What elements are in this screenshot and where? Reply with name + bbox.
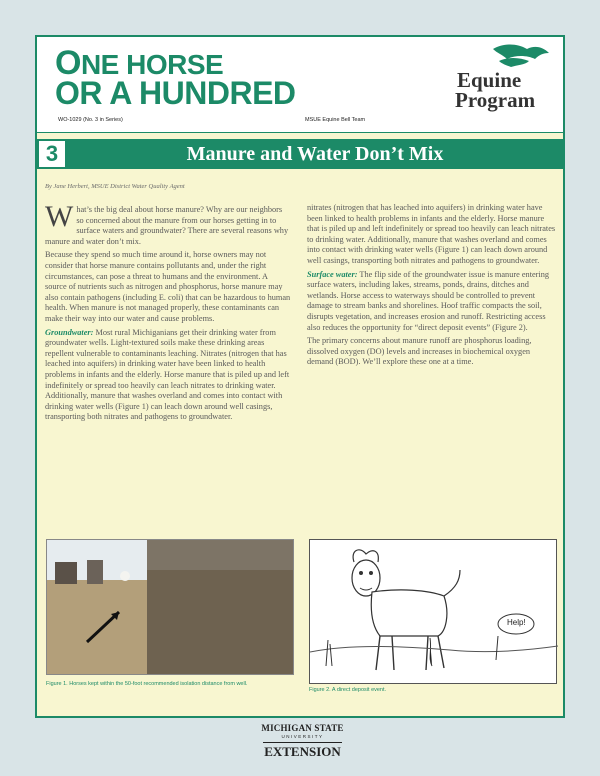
article-title-bar — [37, 139, 563, 169]
left-column — [45, 200, 291, 426]
intro-paragraph: What’s the big deal about horse manure? Why are our neighbors so concerned about the manure from our horses getting in to surface waters and groundwater? There are several reasons why manure and water don’t mix. — [45, 200, 289, 246]
footer-rule — [263, 742, 342, 743]
team-name: MSUE Equine Bell Team — [305, 117, 366, 123]
series-title-line1: ONE HORSE — [55, 44, 224, 82]
article-title: Manure and Water Don’t Mix — [186, 143, 444, 165]
subhead-surface-water: Surface water: — [307, 269, 358, 279]
masthead — [37, 37, 563, 133]
series-title-line2: OR A HUNDRED — [55, 75, 296, 111]
newsletter-page — [35, 35, 565, 718]
figure2-caption: Figure 2. A direct deposit event. — [309, 687, 387, 693]
figure2-cartoon — [309, 539, 557, 684]
issue-number: WO-1029 (No. 3 in Series) — [58, 117, 123, 123]
horses-near-well-image — [47, 540, 294, 675]
logo-word-program: Program — [455, 88, 536, 112]
concerns-paragraph: The primary concerns about manure runoff are phosphorus loading, dissolved oxygen (DO) levels and increases in biochemical oxygen demand (BOD). We’ll explore these one at a time. — [307, 336, 532, 367]
byline: By Jane Herbert, MSUE District Water Quality Agent — [45, 183, 185, 190]
figure1-caption: Figure 1. Horses kept within the 50-foot recommended isolation distance from well. — [46, 681, 248, 687]
right-column — [307, 203, 557, 371]
footer-michigan-state: MICHIGAN STATE — [261, 723, 344, 733]
speech-bubble: Help! — [507, 618, 526, 627]
subhead-groundwater: Groundwater: — [45, 327, 94, 337]
footer-extension: EXTENSION — [264, 743, 341, 759]
drop-cap: W — [45, 200, 74, 233]
groundwater-paragraph: Groundwater: Most rural Michiganians get their drinking water from groundwater wells. Light-textured soils make these drinking areas repellent vulnerable to contaminants leaching. Nitrates (nitrogen that has leached into aquifers) in drinking water have been linked to health problems in infants and the elderly. Horse manure that is piled up and left indefinitely or spread too heavily can leach nitrates to drinking water. Additionally, manure that washes overland and comes into contact with drinking water wells (Figure 1) can leach down around well casings, transporting both nitrates and pathogens to groundwater. — [45, 327, 290, 422]
msu-extension-logo — [255, 724, 350, 758]
horse-cartoon-image — [310, 540, 558, 685]
article-number: 3 — [37, 139, 67, 169]
continued-paragraph: nitrates (nitrogen that has leached into aquifers) in drinking water have been linked to health problems in infants and the elderly. Horse manure that is piled up and left indefinitely or spread too heavily can leach nitrates to drinking water. Additionally, manure that washes overland and comes into contact with drinking water wells (Figure 1) can leach down around well casings, transporting both nitrates and pathogens to groundwater. — [307, 203, 556, 265]
surface-water-paragraph: Surface water: The flip side of the groundwater issue is manure entering surface waters, including lakes, streams, ponds, drains, ditches and wetlands. Horse access to waterways should be controlled to prevent damage to stream banks and shorelines. Hoof traffic compacts the soil, disrupts vegetation, and increases erosion and runoff. Restricting access also reduces the opportunity for “direct deposit events” (Figure 2). — [307, 269, 550, 332]
footer-university: UNIVERSITY — [281, 734, 324, 739]
logo-word-equine: Equine — [457, 68, 522, 92]
body-paragraph: Because they spend so much time around it, horse owners may not consider that horse manure contains pollutants and, under the right circumstances, can pose a threat to humans and the environment. A source of nutrients such as nitrogen and phosphorus, horse manure may also contain pathogens (including E. coli) that can be hazardous to human health. When manure is not managed properly, these contaminants can make their way into our water and cause problems. — [45, 250, 291, 323]
figure1-photo — [46, 539, 294, 675]
